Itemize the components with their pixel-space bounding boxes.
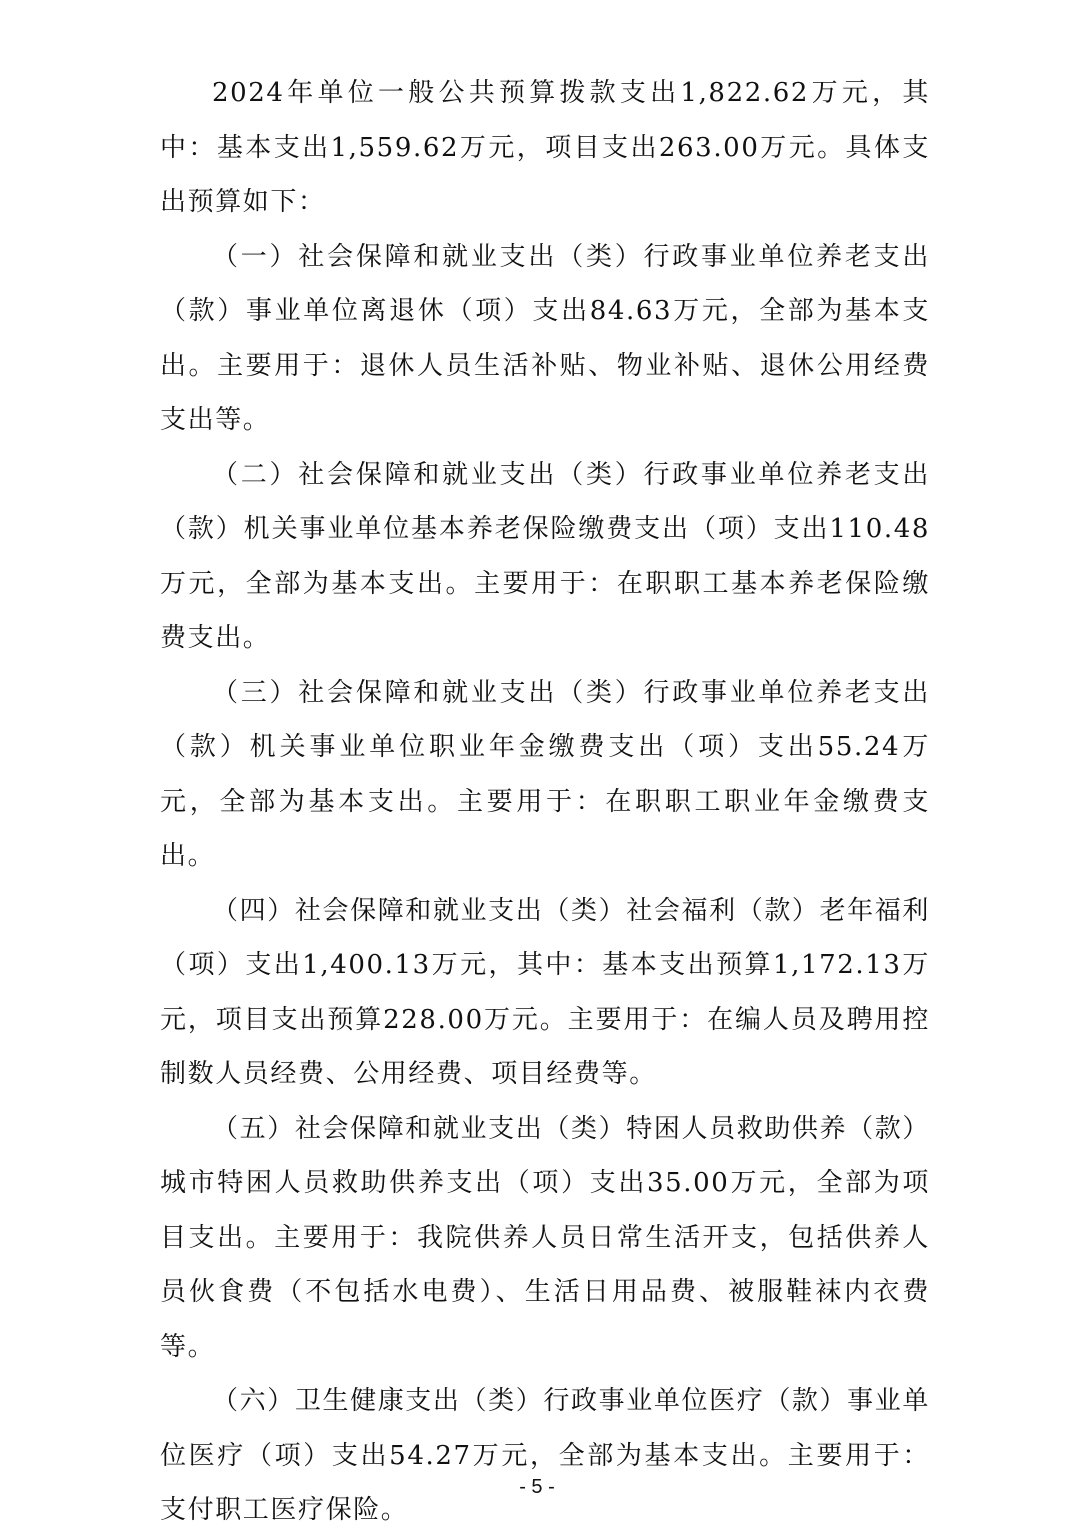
page-number: - 5 - [519,1476,555,1498]
paragraph-item-3: （三）社会保障和就业支出（类）行政事业单位养老支出（款）机关事业单位职业年金缴费支出（项）支出55.24万元，全部为基本支出。主要用于：在职职工职业年金缴费支出。 [160,677,930,871]
paragraph-item-6: （六）卫生健康支出（类）行政事业单位医疗（款）事业单位医疗（项）支出54.27万元，全部为基本支出。主要用于：支付职工医疗保险。 [160,1386,930,1525]
paragraph-item-2: （二）社会保障和就业支出（类）行政事业单位养老支出（款）机关事业单位基本养老保险缴费支出（项）支出110.48万元，全部为基本支出。主要用于：在职职工基本养老保险缴费支出。 [160,459,930,653]
paragraph-item-5: （五）社会保障和就业支出（类）特困人员救助供养（款）城市特困人员救助供养支出（项）支出35.00万元，全部为项目支出。主要用于：我院供养人员日常生活开支，包括供养人员伙食费（不包括水电费）、生活日用品费、被服鞋袜内衣费等。 [160,1113,930,1362]
paragraph-summary: 2024年单位一般公共预算拨款支出1,822.62万元，其中：基本支出1,559.62万元，项目支出263.00万元。具体支出预算如下： [160,78,930,217]
paragraph-item-4: （四）社会保障和就业支出（类）社会福利（款）老年福利（项）支出1,400.13万元，其中：基本支出预算1,172.13万元，项目支出预算228.00万元。主要用于：在编人员及聘用控制数人员经费、公用经费、项目经费等。 [160,895,930,1089]
paragraph-item-1: （一）社会保障和就业支出（类）行政事业单位养老支出（款）事业单位离退休（项）支出84.63万元，全部为基本支出。主要用于：退休人员生活补贴、物业补贴、退休公用经费支出等。 [160,241,930,435]
document-body [160,66,930,1538]
